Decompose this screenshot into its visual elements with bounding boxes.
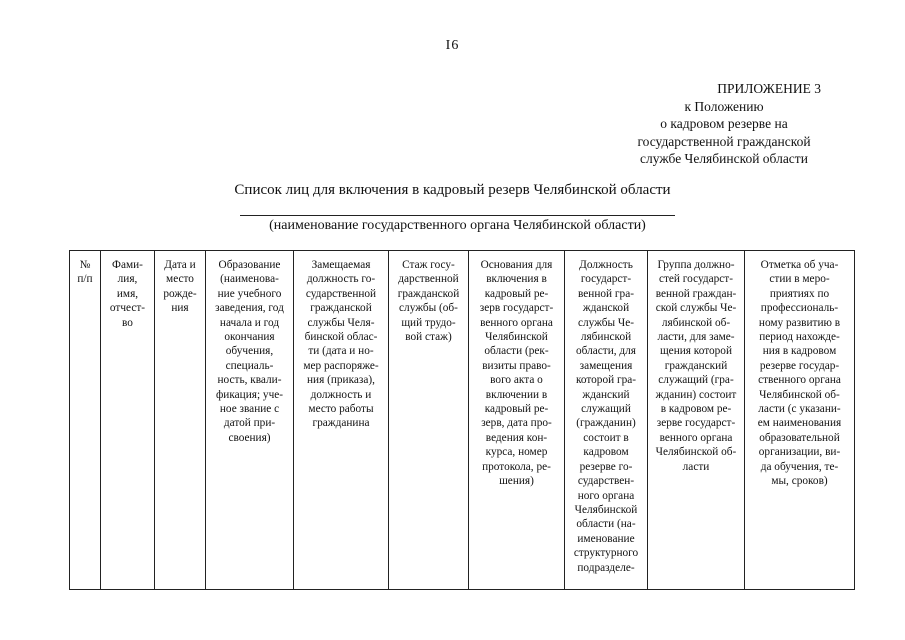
header-cell-line: протокола, ре- <box>482 460 551 473</box>
header-cell-line: венного органа <box>480 316 553 329</box>
header-cell-line: ние учебного <box>217 287 282 300</box>
header-col-reserve-position <box>565 251 648 590</box>
header-cell-line: имя, <box>116 287 139 300</box>
header-cell-line: включении в <box>485 388 548 401</box>
header-cell-line: жданский <box>582 388 630 401</box>
header-cell-line: обучения, <box>225 345 274 358</box>
appendix-line: о кадровом резерве на <box>660 116 788 131</box>
header-cell-line: Челябинской <box>485 331 548 344</box>
header-cell-line: резерве государ- <box>759 359 840 372</box>
header-cell-line: сударствен- <box>577 475 635 488</box>
header-cell-line: должность и <box>310 388 372 401</box>
header-cell-line: профессиональ- <box>760 302 839 315</box>
header-cell-line: ем наименования <box>757 417 842 430</box>
header-cell-line: гражданской <box>310 302 372 315</box>
header-cell-line: сударственной <box>305 287 377 300</box>
header-cell-line: резерве го- <box>579 460 633 473</box>
header-cell-line: Замещаемая <box>311 259 371 271</box>
header-cell-line: организации, ви- <box>758 446 841 459</box>
header-cell-line: ному развитию в <box>758 316 841 329</box>
header-cell-line: лябинской об- <box>661 316 731 329</box>
header-cell-line: зерв государст- <box>479 302 554 315</box>
header-cell-line: ния в кадровом <box>762 345 837 358</box>
header-cell-line: стей государст- <box>658 273 734 286</box>
appendix-heading <box>609 80 839 168</box>
header-cell-line: состоит в <box>583 431 629 444</box>
header-cell-line: гражданский <box>664 359 728 372</box>
org-name-blank-line <box>240 215 675 216</box>
header-cell-line: кадровый ре- <box>484 287 549 300</box>
header-col-professional-development <box>745 251 855 590</box>
header-cell-line: п/п <box>77 273 93 286</box>
header-cell-line: образовательной <box>759 431 840 444</box>
header-cell-line: ния <box>171 302 189 315</box>
header-cell-line: жданской <box>582 302 630 315</box>
appendix-title: ПРИЛОЖЕНИЕ 3 <box>717 81 821 96</box>
header-cell-line: мы, сроков) <box>771 475 828 488</box>
header-cell-line: во <box>122 316 133 329</box>
header-cell-line: службы (об- <box>399 302 458 315</box>
header-cell-line: место <box>166 273 194 286</box>
page-number: I6 <box>445 38 460 53</box>
header-cell-line: зерв, дата про- <box>481 417 552 430</box>
header-cell-line: области (на- <box>576 518 636 531</box>
header-cell-line: Группа должно- <box>657 259 735 271</box>
header-cell-line: ласти (с указани- <box>758 403 841 416</box>
header-cell-line: мер распоряже- <box>303 359 379 372</box>
header-cell-line: которой гра- <box>575 374 637 387</box>
header-cell-line: структурного <box>573 547 639 560</box>
header-cell-line: венной гра- <box>578 287 634 300</box>
header-cell-line: да обучения, те- <box>760 460 839 473</box>
header-cell-line: период нахожде- <box>759 331 840 344</box>
header-cell-line: области, для <box>576 345 636 358</box>
header-cell-line: должность го- <box>306 273 376 286</box>
header-cell-line: ственного органа <box>758 374 841 387</box>
header-cell-line: зерве государст- <box>656 417 736 430</box>
header-cell-line: служащий (гра- <box>658 374 734 387</box>
header-cell-line: Отметка об уча- <box>760 259 839 271</box>
header-cell-line: ность, квали- <box>217 374 282 387</box>
header-cell-line: кадровый ре- <box>484 403 549 416</box>
header-cell-line: ласти, для заме- <box>657 331 735 344</box>
header-cell-line: отчест- <box>109 302 146 315</box>
header-col-inclusion-grounds <box>469 251 565 590</box>
header-col-current-position <box>294 251 389 590</box>
header-cell-line: замещения <box>579 359 633 372</box>
header-cell-line: государст- <box>580 273 632 286</box>
header-cell-line: курса, номер <box>485 446 548 459</box>
header-cell-line: ласти <box>682 460 710 473</box>
appendix-line: государственной гражданской <box>637 133 811 149</box>
header-cell-line: жданин) состоит <box>655 388 737 401</box>
header-cell-line: лия, <box>117 273 138 286</box>
header-cell-line: щения которой <box>659 345 733 358</box>
header-cell-line: визиты право- <box>482 359 551 372</box>
header-cell-line: ния (приказа), <box>306 374 375 387</box>
header-cell-line: Образование <box>218 259 281 271</box>
header-cell-line: Должность <box>579 259 633 271</box>
header-cell-line: фикация; уче- <box>215 388 284 401</box>
header-col-full-name <box>101 251 155 590</box>
header-cell-line: шения) <box>499 475 534 488</box>
document-title: Список лиц для включения в кадровый резерв Челябинской области <box>234 182 671 198</box>
header-cell-line: Фами- <box>112 259 143 271</box>
header-cell-line: гражданина <box>312 417 370 430</box>
header-cell-line: Дата и <box>164 259 196 271</box>
header-cell-line: службы Челя- <box>307 316 375 329</box>
header-cell-line: заведения, год <box>215 302 284 315</box>
header-cell-line: (наименова- <box>220 273 279 286</box>
header-cell-line: ской службы Че- <box>655 302 737 315</box>
header-col-birth-date-place <box>155 251 206 590</box>
header-cell-line: венной граждан- <box>655 287 737 300</box>
reserve-list-table <box>69 250 855 590</box>
org-name-caption: (наименование государственного органа Челябинской области) <box>269 218 646 233</box>
header-cell-line: окончания <box>224 331 275 344</box>
header-cell-line: Челябинской об- <box>759 388 840 401</box>
header-cell-line: ти (дата и но- <box>308 345 374 358</box>
header-cell-line: кадровом <box>583 446 629 459</box>
header-col-education <box>206 251 294 590</box>
header-cell-line: вой стаж) <box>405 331 452 344</box>
header-cell-line: области (рек- <box>484 345 549 358</box>
header-col-position-group <box>648 251 745 590</box>
header-cell-line: Стаж госу- <box>402 259 455 271</box>
header-cell-line: ведения кон- <box>485 431 548 444</box>
header-cell-line: ное звание с <box>219 403 280 416</box>
header-cell-line: включения в <box>486 273 547 286</box>
header-cell-line: вого акта о <box>490 374 543 387</box>
header-cell-line: № <box>79 259 91 271</box>
header-cell-line: специаль- <box>225 359 274 372</box>
appendix-line: службе Челябинской области <box>640 151 808 166</box>
header-cell-line: датой при- <box>223 417 276 430</box>
header-cell-line: службы Че- <box>577 316 635 329</box>
header-cell-line: Челябинской об- <box>655 446 737 459</box>
header-cell-line: место работы <box>308 403 374 416</box>
header-col-number <box>70 251 101 590</box>
header-cell-line: лябинской <box>580 331 632 344</box>
header-cell-line: бинской облас- <box>304 331 378 344</box>
header-cell-line: венного органа <box>659 431 733 444</box>
header-cell-line: гражданской <box>397 287 460 300</box>
header-cell-line: стии в меро- <box>769 273 830 286</box>
header-cell-line: дарственной <box>398 273 459 286</box>
header-cell-line: Челябинской <box>574 503 638 516</box>
header-cell-line: подразделе- <box>577 561 635 574</box>
header-cell-line: Основания для <box>480 259 553 271</box>
header-cell-line: именование <box>577 532 635 545</box>
header-cell-line: в кадровом ре- <box>660 403 732 416</box>
header-cell-line: щий трудо- <box>401 316 456 329</box>
header-cell-line: (гражданин) <box>576 417 636 430</box>
header-cell-line: приятиях по <box>769 287 830 300</box>
header-cell-line: начала и год <box>219 316 280 329</box>
header-col-service-length <box>389 251 469 590</box>
header-cell-line: своения) <box>228 431 271 444</box>
header-cell-line: ного органа <box>577 489 635 502</box>
header-cell-line: рожде- <box>163 287 197 300</box>
appendix-line: к Положению <box>684 98 764 114</box>
header-cell-line: служащий <box>581 403 631 416</box>
